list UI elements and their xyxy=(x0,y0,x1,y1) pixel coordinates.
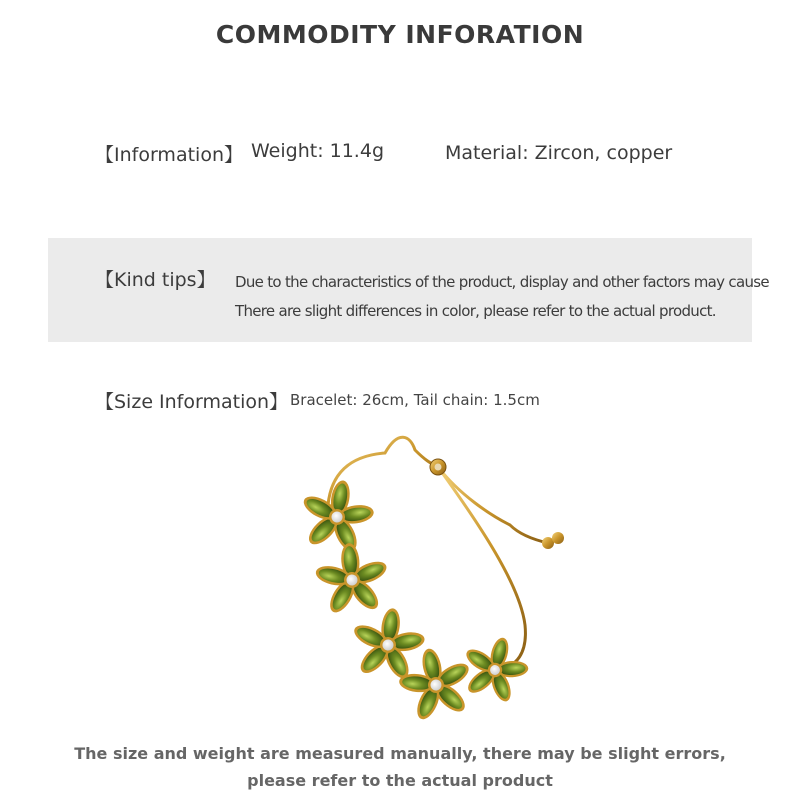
size-information-value: Bracelet: 26cm, Tail chain: 1.5cm xyxy=(290,391,540,409)
kind-tips-panel xyxy=(48,238,769,342)
flower-charm xyxy=(311,540,393,619)
footnote xyxy=(0,740,800,794)
weight-value: Weight: 11.4g xyxy=(251,140,384,162)
slider-chain xyxy=(438,467,548,543)
bracelet-illustration xyxy=(270,425,590,730)
kind-tips-line-2: There are slight differences in color, please refer to the actual product. xyxy=(235,302,716,320)
page-title: COMMODITY INFORATION xyxy=(215,20,585,49)
footnote-line-1: The size and weight are measured manually, there may be slight errors, xyxy=(74,744,726,763)
flower-charm xyxy=(293,474,380,558)
footnote-line-2: please refer to the actual product xyxy=(247,771,553,790)
information-row xyxy=(95,140,775,172)
information-label: 【Information】 xyxy=(95,144,243,166)
lower-chain xyxy=(438,467,525,670)
kind-tips-line-1: Due to the characteristics of the product, display and other factors may cause xyxy=(235,273,769,291)
flower-charm xyxy=(345,603,430,685)
material-value: Material: Zircon, copper xyxy=(445,142,673,164)
tail-bead xyxy=(552,532,564,544)
kind-tips-label: 【Kind tips】 xyxy=(95,269,216,291)
size-information-label: 【Size Information】 xyxy=(95,391,289,413)
kind-tips-text xyxy=(235,268,769,326)
product-image-bracelet xyxy=(270,425,590,730)
